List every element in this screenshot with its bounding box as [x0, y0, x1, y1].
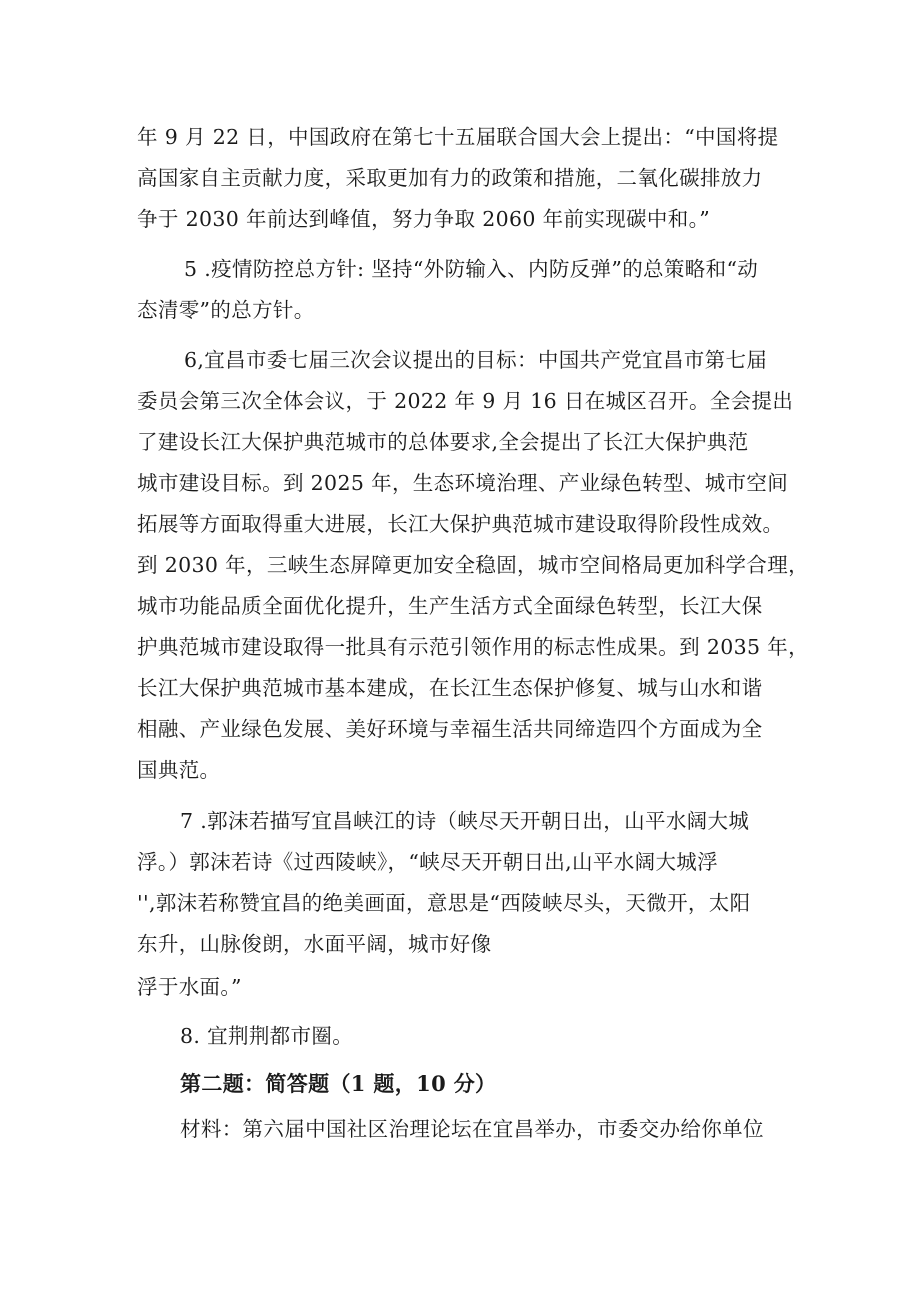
text-line: 城市功能品质全面优化提升，生产生活方式全面绿色转型，长江大保 [137, 594, 763, 618]
text-line: 护典范城市建设取得一批具有示范引领作用的标志性成果。到 2035 年， [137, 635, 809, 659]
material-line: 材料：第六届中国社区治理论坛在宜昌举办，市委交办给你单位 [180, 1117, 764, 1141]
text-line: 年 9 月 22 日，中国政府在第七十五届联合国大会上提出：“中国将提 [137, 125, 779, 149]
text-line: 高国家自主贡献力度，采取更加有力的政策和措施，二氧化碳排放力 [137, 166, 763, 190]
item-8-line: 8. 宜荆荆都市圈。 [180, 1024, 354, 1048]
text-line: 委员会第三次全体会议，于 2022 年 9 月 16 日在城区召开。全会提出 [137, 389, 794, 413]
text-line: 相融、产业绿色发展、美好环境与幸福生活共同缔造四个方面成为全 [137, 717, 763, 741]
text-line: 争于 2030 年前达到峰值，努力争取 2060 年前实现碳中和。” [137, 207, 711, 231]
text-line: 到 2030 年，三峡生态屏障更加安全稳固，城市空间格局更加科学合理， [137, 553, 809, 577]
text-line: 长江大保护典范城市基本建成，在长江生态保护修复、城与山水和谐 [137, 676, 763, 700]
item-7-line: 7 .郭沫若描写宜昌峡江的诗（峡尽天开朝日出，山平水阔大城 [180, 809, 750, 833]
item-5-line: 5 .疫情防控总方针: 坚持“外防输入、内防反弹”的总策略和“动 [184, 257, 759, 281]
text-line: 拓展等方面取得重大进展，长江大保护典范城市建设取得阶段性成效。 [137, 512, 784, 536]
text-line: 了建设长江大保护典范城市的总体要求,全会提出了长江大保护典范 [137, 430, 749, 454]
text-line: 国典范。 [137, 758, 221, 782]
section-heading: 第二题：简答题（1 题，10 分） [180, 1071, 497, 1096]
text-line: 态清零”的总方针。 [137, 298, 315, 322]
text-line: 浮于水面。” [137, 975, 242, 999]
text-line: 浮。）郭沫若诗《过西陵峡》，“峡尽天开朝日出,山平水阔大城浮 [137, 850, 718, 874]
text-line: '',郭沫若称赞宜昌的绝美画面，意思是“西陵峡尽头，天微开，太阳 [137, 891, 751, 915]
item-6-line: 6,宜昌市委七届三次会议提出的目标：中国共产党宜昌市第七届 [184, 348, 768, 372]
text-line: 东升，山脉俊朗，水面平阔，城市好像 [137, 932, 492, 956]
text-line: 城市建设目标。到 2025 年，生态环境治理、产业绿色转型、城市空间 [137, 471, 789, 495]
